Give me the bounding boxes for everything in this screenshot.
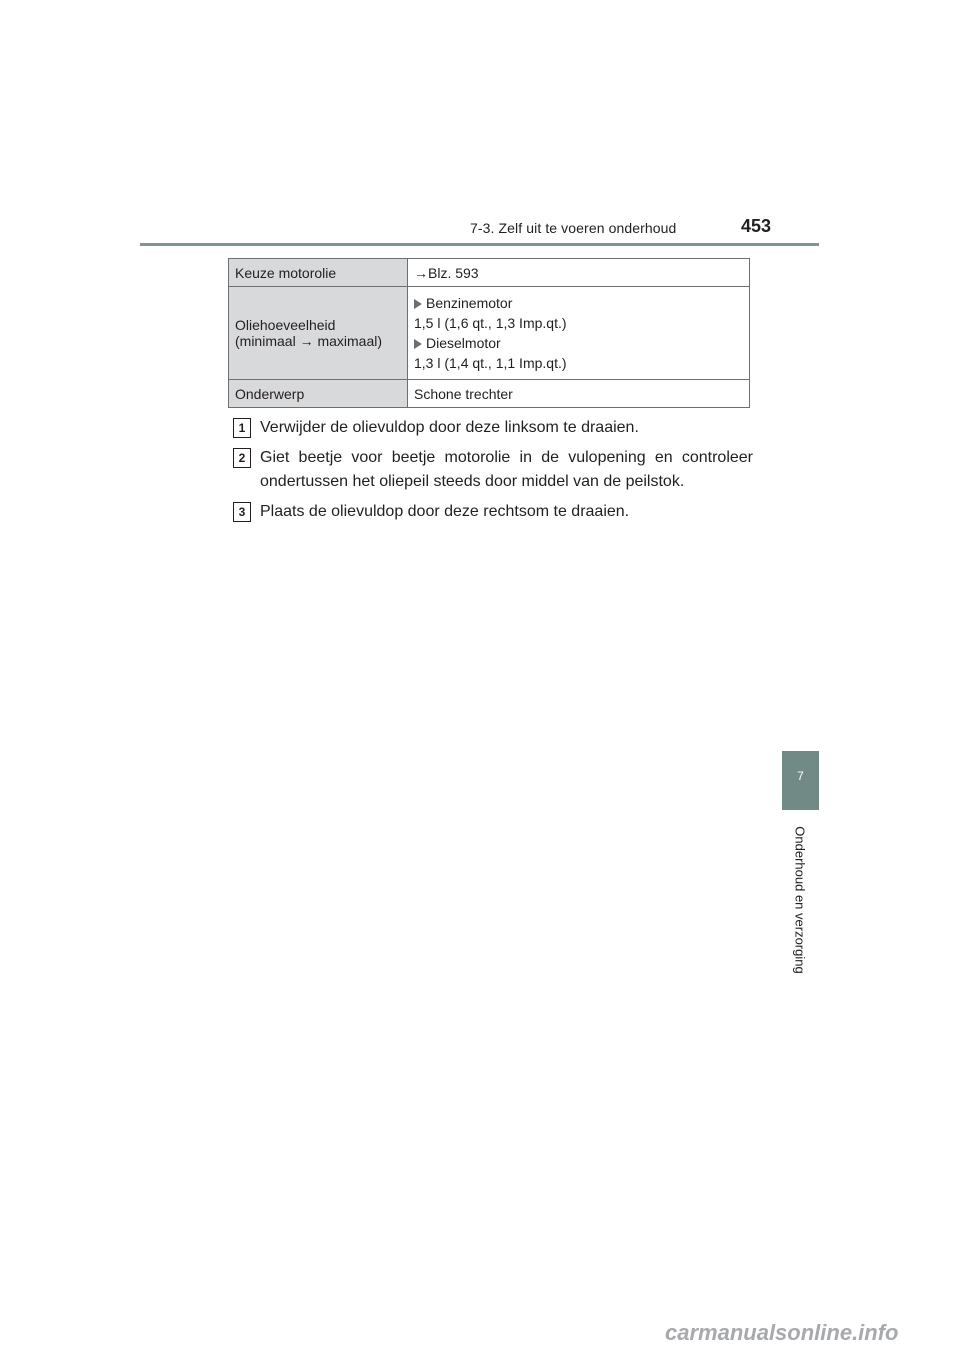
step-text: Verwijder de olievuldop door deze linksom te draaien.: [260, 419, 639, 436]
row-label: Onderwerp: [229, 380, 408, 408]
step-item: [233, 500, 753, 524]
table-row: [229, 287, 750, 380]
diesel-engine-capacity: 1,3 l (1,4 qt., 1,1 Imp.qt.): [414, 355, 567, 371]
petrol-engine-capacity: 1,5 l (1,6 qt., 1,3 Imp.qt.): [414, 315, 567, 331]
petrol-engine-label: Benzinemotor: [426, 295, 513, 311]
page-number: 453: [741, 216, 772, 236]
row-value: Schone trechter: [408, 380, 750, 408]
table-row: [229, 259, 750, 287]
step-number: 1: [233, 418, 251, 438]
diesel-engine-label: Dieselmotor: [426, 335, 501, 351]
triangle-bullet-icon: [414, 299, 422, 309]
chapter-tab: 7: [782, 751, 819, 810]
step-item: [233, 416, 753, 440]
row-value: [408, 287, 750, 380]
step-number: 3: [233, 502, 251, 522]
procedure-steps: [233, 416, 753, 530]
step-item: [233, 446, 753, 494]
spec-table: [228, 258, 750, 408]
triangle-bullet-icon: [414, 339, 422, 349]
step-text: Plaats de olievuldop door deze rechtsom te draaien.: [260, 503, 630, 520]
label-line: (minimaal → maximaal): [235, 333, 383, 349]
step-number: 2: [233, 448, 251, 468]
row-label: Keuze motorolie: [229, 259, 408, 287]
section-title: 7-3. Zelf uit te voeren onderhoud: [470, 220, 677, 236]
step-text: Giet beetje voor beetje motorolie in de vulopening en controleer ondertussen het oliepeil steeds door middel van de peilstok.: [260, 449, 753, 490]
watermark: carmanualsonline.info: [665, 1320, 899, 1345]
header-divider: [140, 243, 819, 246]
row-value: →Blz. 593: [408, 259, 750, 287]
chapter-title: Onderhoud en verzorging: [792, 826, 808, 974]
row-label: [229, 287, 408, 380]
table-row: [229, 380, 750, 408]
label-line: Oliehoeveelheid: [235, 317, 336, 333]
